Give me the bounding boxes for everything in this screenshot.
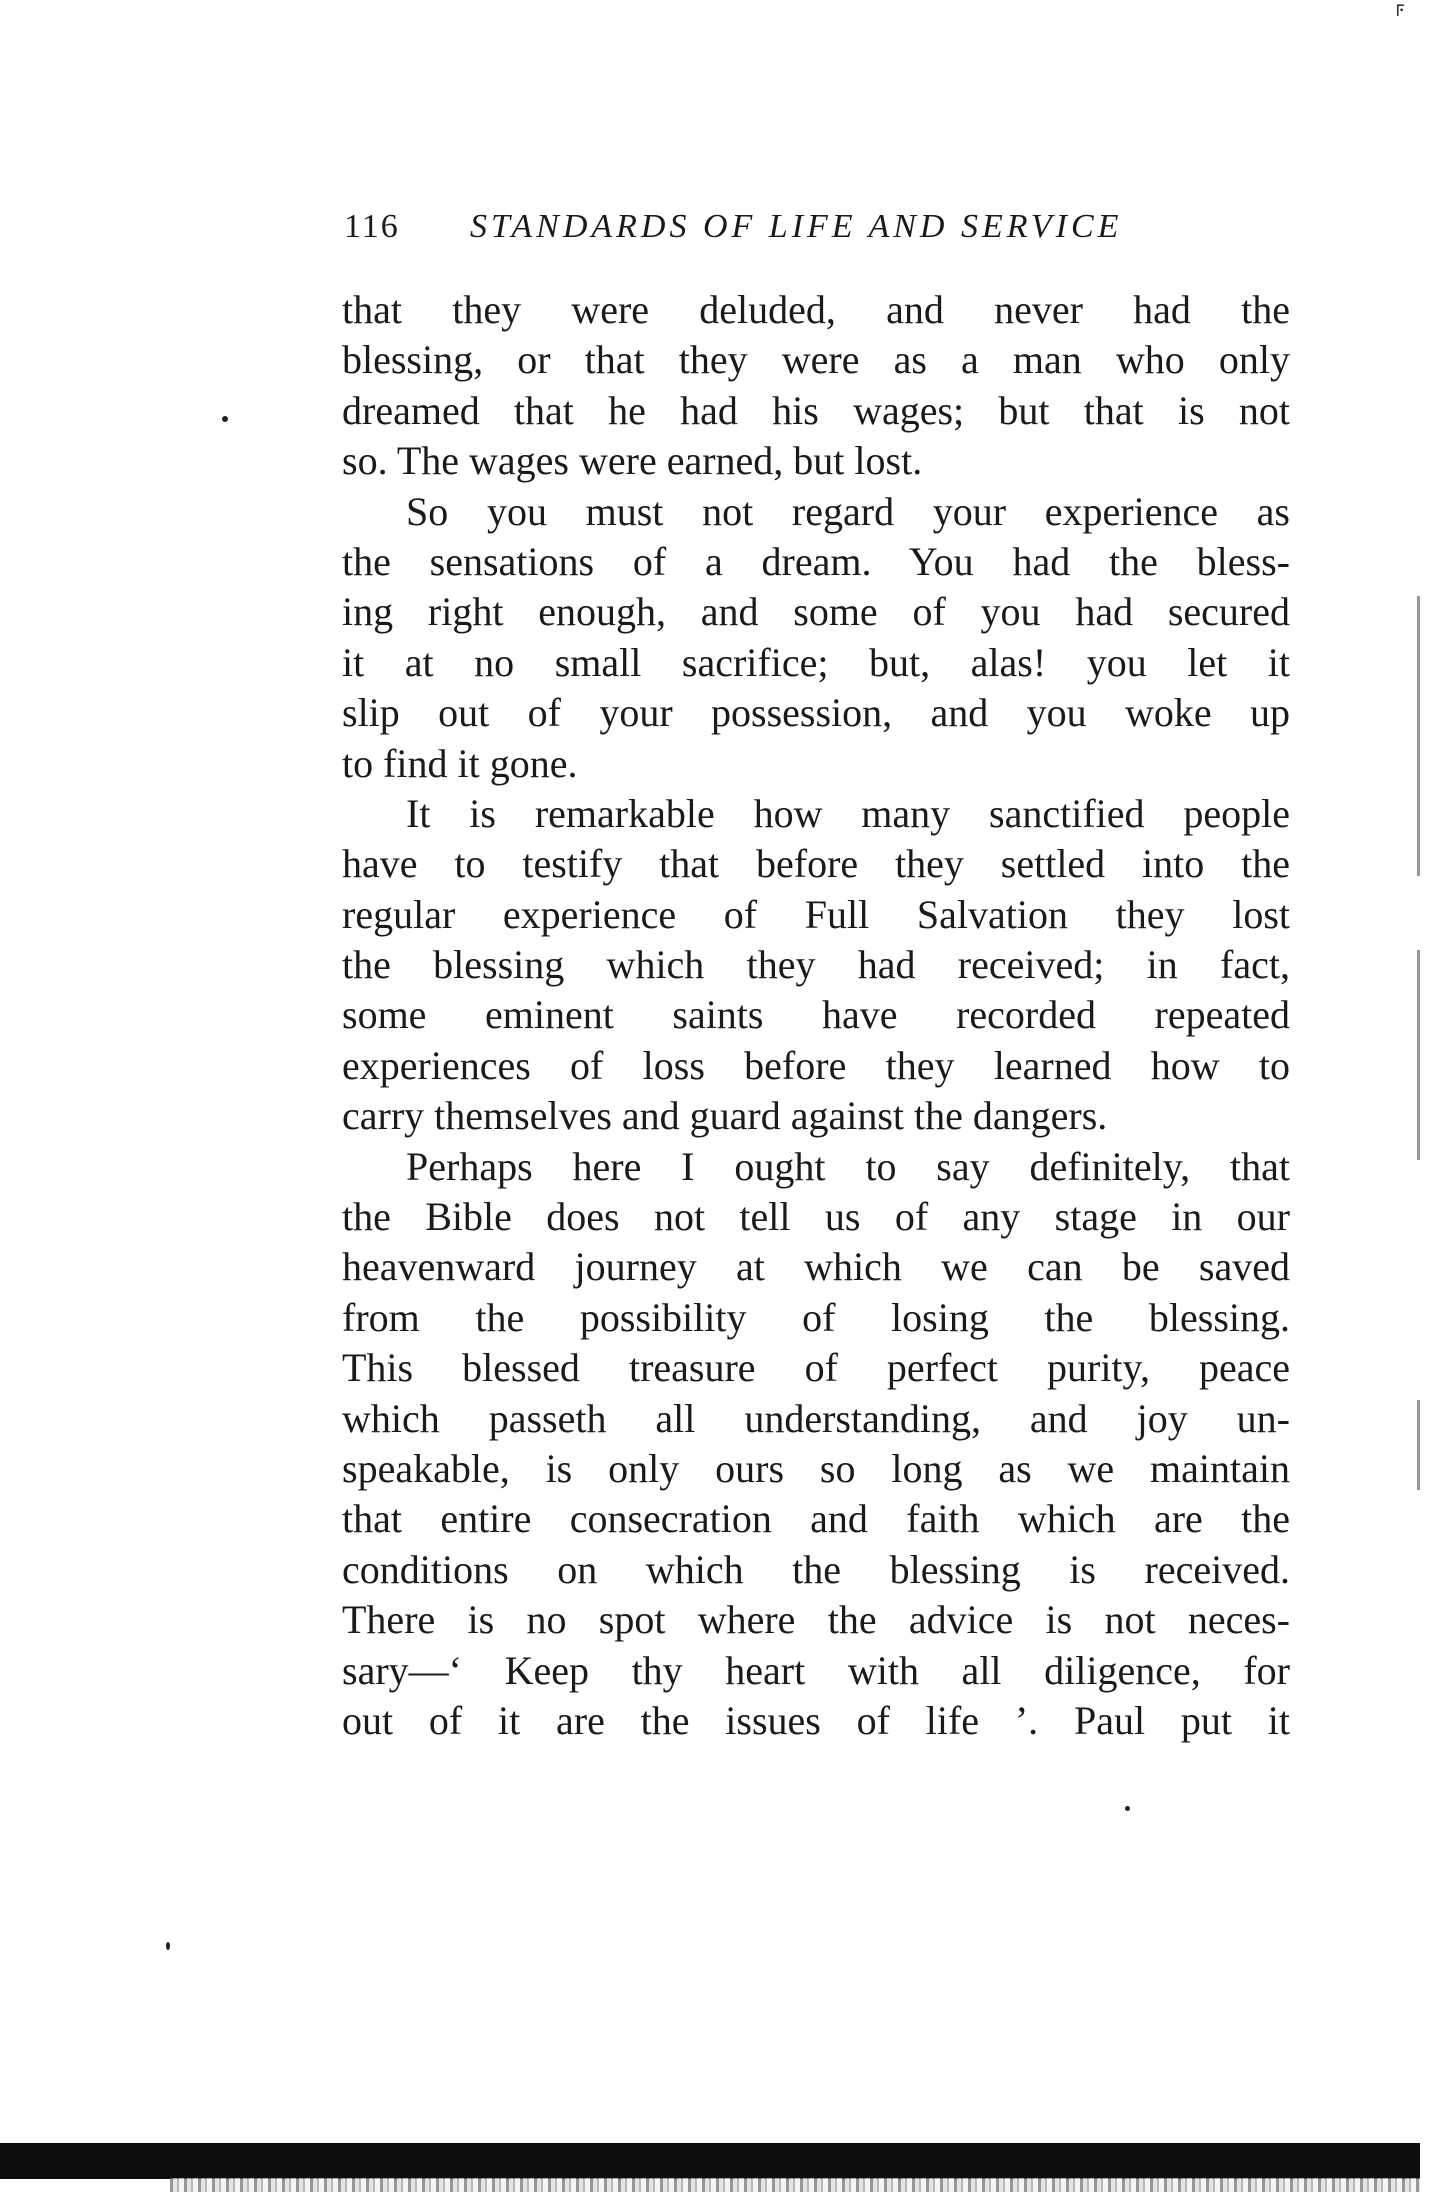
scan-bottom-band (0, 2143, 1420, 2179)
text-line: to find it gone. (342, 740, 578, 786)
scan-speck (1125, 1806, 1130, 1811)
text-line: speakable, is only ours so long as we maintain (342, 1445, 1290, 1491)
paragraph (342, 1142, 1290, 1747)
paragraph (342, 285, 1290, 487)
scan-edge-line (1417, 1400, 1420, 1490)
paragraph (342, 789, 1290, 1142)
page-header (344, 208, 1284, 258)
text-line: conditions on which the blessing is received. (342, 1546, 1290, 1592)
text-line: This blessed treasure of perfect purity, peace (342, 1345, 1290, 1391)
text-line: heavenward journey at which we can be saved (342, 1244, 1290, 1290)
text-line: blessing, or that they were as a man who only (342, 337, 1290, 383)
text-line: the Bible does not tell us of any stage in our (342, 1194, 1290, 1240)
text-line: some eminent saints have recorded repeated (342, 992, 1290, 1038)
text-line: from the possibility of losing the blessing. (342, 1294, 1290, 1340)
text-line: carry themselves and guard against the dangers. (342, 1093, 1108, 1139)
text-line: ing right enough, and some of you had secured (342, 589, 1290, 635)
page-number: 116 (344, 208, 400, 245)
running-head: STANDARDS OF LIFE AND SERVICE (470, 208, 1123, 245)
text-line: regular experience of Full Salvation they lost (342, 891, 1290, 937)
text-line: slip out of your possession, and you woke up (342, 690, 1290, 736)
scan-edge-line (1417, 596, 1420, 876)
text-line: There is no spot where the advice is not neces- (342, 1597, 1290, 1643)
text-line: sary—‘ Keep thy heart with all diligence, for (342, 1647, 1290, 1693)
scan-edge-line (1417, 950, 1420, 1160)
text-line: it at no small sacrifice; but, alas! you let it (342, 639, 1290, 685)
text-line: so. The wages were earned, but lost. (342, 438, 923, 484)
body-text (342, 285, 1290, 1746)
paragraph (342, 487, 1290, 789)
text-line: Perhaps here I ought to say definitely, that (406, 1143, 1290, 1189)
text-line: So you must not regard your experience as (406, 488, 1290, 534)
corner-mark: ⸁ (1394, 0, 1408, 29)
text-line: dreamed that he had his wages; but that is not (342, 387, 1290, 433)
text-line: It is remarkable how many sanctified people (406, 790, 1290, 836)
text-line: which passeth all understanding, and joy un- (342, 1395, 1290, 1441)
text-line: the blessing which they had received; in fact, (342, 942, 1290, 988)
scan-bottom-noise (170, 2178, 1420, 2192)
text-line: have to testify that before they settled into the (342, 841, 1290, 887)
text-line: experiences of loss before they learned how to (342, 1042, 1290, 1088)
text-line: that they were deluded, and never had the (342, 287, 1290, 332)
scan-speck (222, 416, 228, 422)
text-line: out of it are the issues of life ’. Paul put it (342, 1697, 1290, 1743)
scan-speck (166, 1942, 170, 1950)
text-line: the sensations of a dream. You had the bless- (342, 538, 1290, 584)
text-line: that entire consecration and faith which are the (342, 1496, 1290, 1542)
